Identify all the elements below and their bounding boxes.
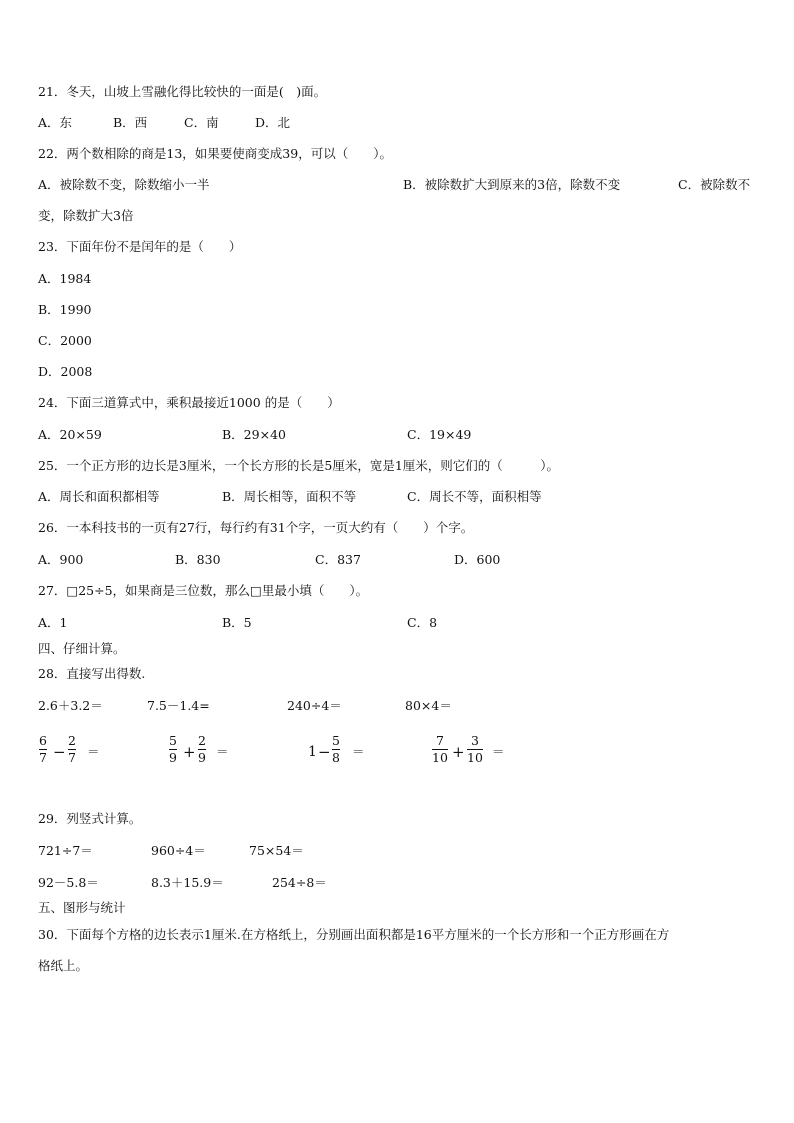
q29-item-5: 8.3＋15.9＝ — [151, 875, 224, 890]
q24-option-a: A．20×59 — [38, 427, 102, 442]
q22-option-c: C．被除数不 — [678, 177, 751, 192]
q23-option-b: B．1990 — [38, 302, 92, 317]
equals-sign: ＝ — [352, 744, 365, 759]
q22-option-c-continued: 变，除数扩大3倍 — [38, 208, 134, 223]
q26-option-c: C．837 — [315, 552, 361, 567]
q29-item-6: 254÷8＝ — [272, 875, 327, 890]
fraction-2-9: 2 9 — [198, 733, 206, 765]
fraction-2-7: 2 7 — [68, 733, 76, 765]
q23-option-d: D．2008 — [38, 364, 93, 379]
fraction-5-8: 5 8 — [332, 733, 340, 765]
q29-item-2: 960÷4＝ — [151, 843, 206, 858]
section-4-heading: 四、仔细计算。 — [38, 641, 126, 656]
plus-sign: + — [183, 743, 196, 761]
q28-item-1: 2.6＋3.2＝ — [38, 698, 103, 713]
q25-option-c: C．周长不等，面积相等 — [407, 489, 542, 504]
q28-item-4: 80×4＝ — [405, 698, 452, 713]
fraction-7-10: 7 10 — [432, 733, 448, 765]
q21-stem: 21．冬天，山坡上雪融化得比较快的一面是( )面。 — [38, 84, 327, 99]
fraction-6-7: 6 7 — [39, 733, 47, 765]
q29-item-3: 75×54＝ — [249, 843, 304, 858]
equals-sign: ＝ — [492, 744, 505, 759]
q28-item-2: 7.5－1.4= — [147, 698, 210, 713]
q29-item-1: 721÷7＝ — [38, 843, 93, 858]
q23-stem: 23．下面年份不是闰年的是（ ） — [38, 239, 242, 254]
fraction-5-9: 5 9 — [169, 733, 177, 765]
minus-sign: − — [53, 743, 66, 761]
q27-option-c: C．8 — [407, 615, 438, 630]
q28-item-3: 240÷4＝ — [287, 698, 342, 713]
fraction-3-10: 3 10 — [467, 733, 483, 765]
q25-stem: 25．一个正方形的边长是3厘米，一个长方形的长是5厘米，宽是1厘米，则它们的（ ）。 — [38, 458, 560, 473]
q30-text-line-1: 30．下面每个方格的边长表示1厘米.在方格纸上，分别画出面积都是16平方厘米的一个长方形和一个正方形画在方 — [38, 927, 670, 942]
q21-option-b: B．西 — [113, 115, 148, 130]
q28-stem: 28．直接写出得数. — [38, 666, 146, 681]
q27-option-b: B．5 — [222, 615, 252, 630]
q27-stem: 27．□25÷5，如果商是三位数，那么□里最小填（ ）。 — [38, 583, 369, 598]
q26-stem: 26．一本科技书的一页有27行，每行约有31个字，一页大约有（ ）个字。 — [38, 520, 474, 535]
q22-stem: 22．两个数相除的商是13，如果要使商变成39，可以（ ）。 — [38, 146, 392, 161]
q27-option-a: A．1 — [38, 615, 68, 630]
q25-option-a: A．周长和面积都相等 — [38, 489, 160, 504]
q26-option-a: A．900 — [38, 552, 84, 567]
equals-sign: ＝ — [216, 744, 229, 759]
q21-option-a: A．东 — [38, 115, 73, 130]
q22-option-a: A．被除数不变，除数缩小一半 — [38, 177, 210, 192]
q26-option-b: B．830 — [175, 552, 221, 567]
minus-sign: − — [318, 743, 331, 761]
q29-item-4: 92－5.8＝ — [38, 875, 99, 890]
q30-text-line-2: 格纸上。 — [38, 958, 89, 973]
q25-option-b: B．周长相等，面积不等 — [222, 489, 357, 504]
q24-option-c: C．19×49 — [407, 427, 472, 442]
q23-option-c: C．2000 — [38, 333, 92, 348]
q21-option-c: C．南 — [184, 115, 219, 130]
q22-option-b: B．被除数扩大到原来的3倍，除数不变 — [403, 177, 621, 192]
q26-option-d: D．600 — [454, 552, 501, 567]
q29-stem: 29．列竖式计算。 — [38, 811, 142, 826]
q23-option-a: A．1984 — [38, 271, 92, 286]
q21-option-d: D．北 — [255, 115, 291, 130]
section-5-heading: 五、图形与统计 — [38, 900, 126, 915]
whole-number-1: 1 — [308, 744, 317, 760]
q24-stem: 24．下面三道算式中，乘积最接近1000 的是（ ） — [38, 395, 340, 410]
equals-sign: ＝ — [87, 744, 100, 759]
plus-sign: + — [452, 743, 465, 761]
q24-option-b: B．29×40 — [222, 427, 286, 442]
